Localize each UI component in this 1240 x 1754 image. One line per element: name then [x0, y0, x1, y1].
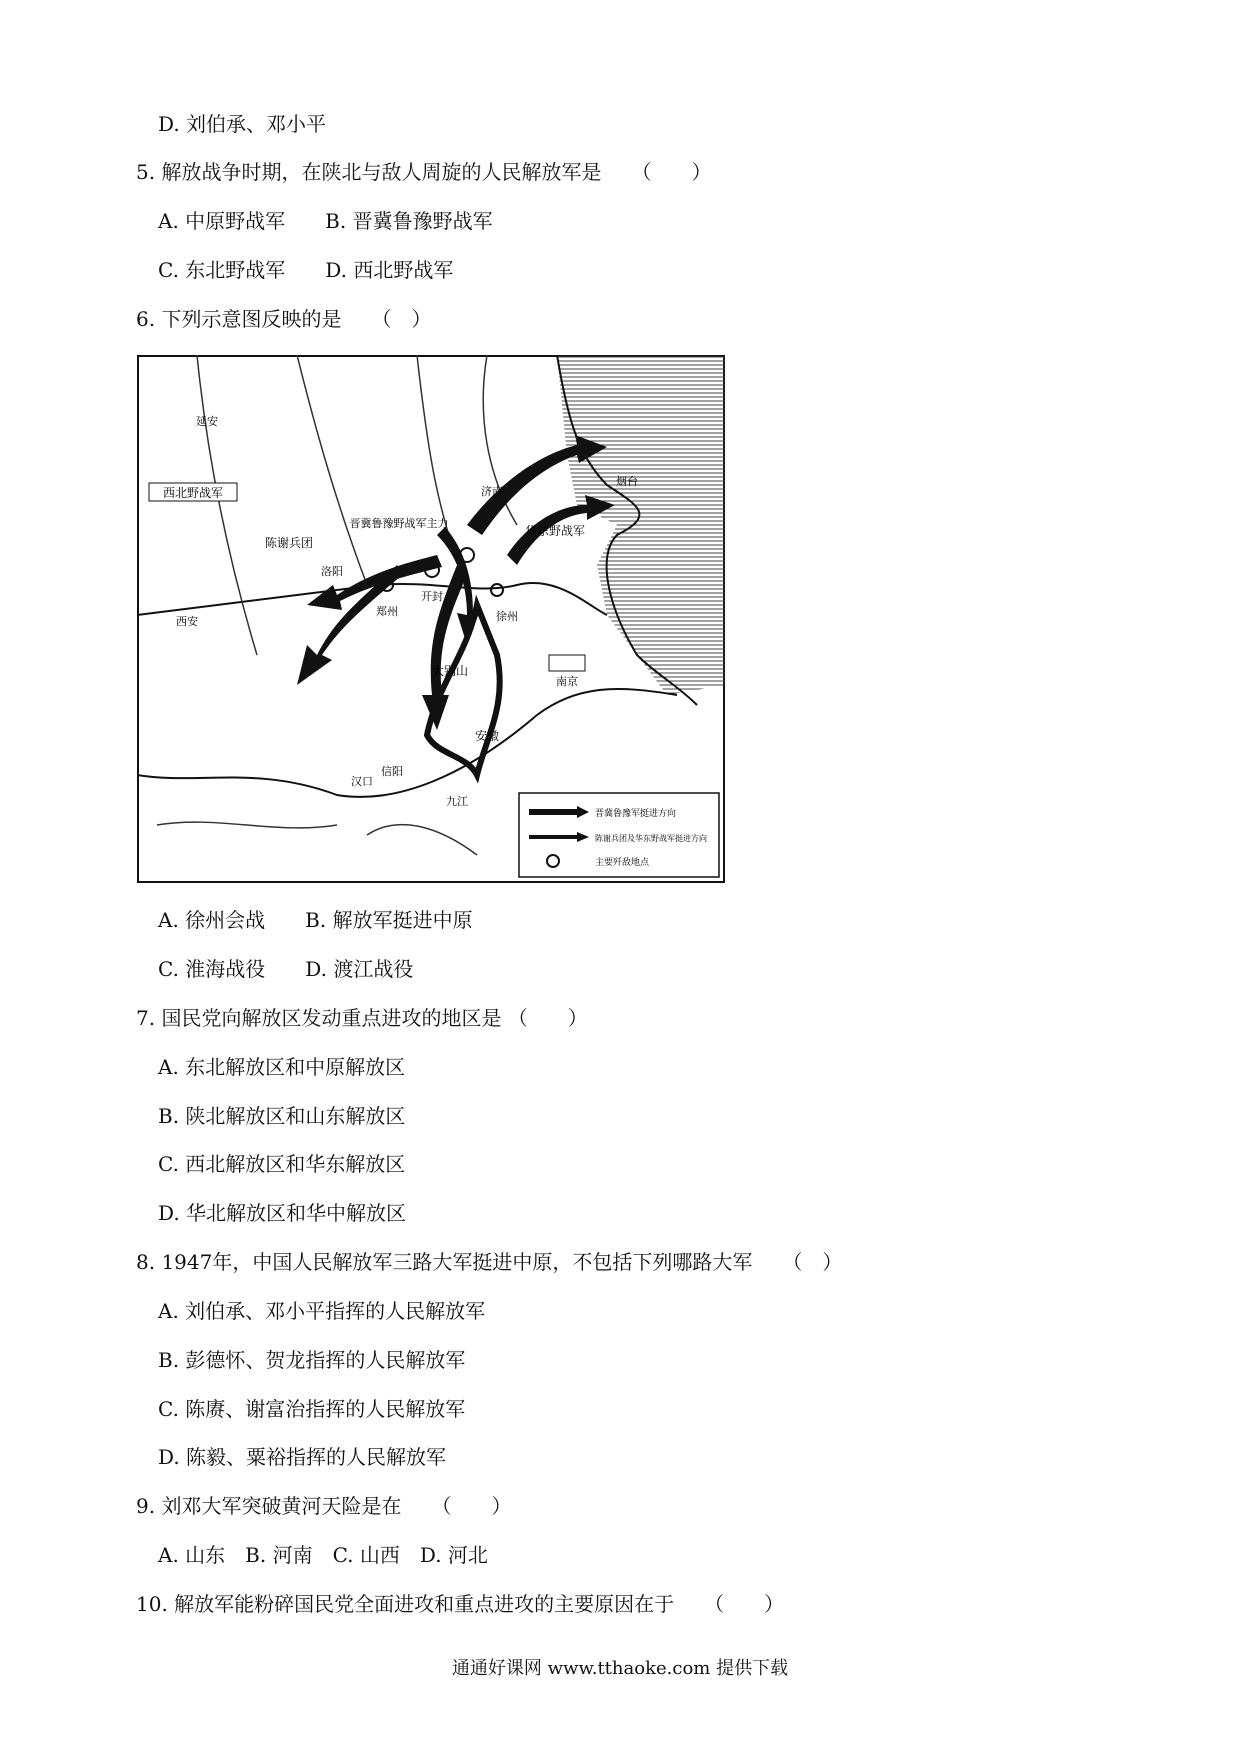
q4-option-d: D. 刘伯承、邓小平	[158, 112, 327, 136]
question-9: 9. 刘邓大军突破黄河天险是在 （ ）	[136, 1494, 512, 1518]
label-yanan: 延安	[196, 415, 218, 428]
label-zhengzhou: 郑州	[376, 605, 398, 618]
q7-option-b: B. 陕北解放区和山东解放区	[158, 1104, 406, 1128]
q7-option-d: D. 华北解放区和华中解放区	[158, 1201, 407, 1225]
q6-options-cd: C. 淮海战役 D. 渡江战役	[158, 957, 414, 981]
label-xinyang: 信阳	[381, 765, 403, 778]
label-huadong: 华东野战军	[524, 524, 586, 538]
question-6: 6. 下列示意图反映的是 （ ）	[136, 307, 432, 331]
campaign-map	[137, 355, 725, 883]
q5-options-ab: A. 中原野战军 B. 晋冀鲁豫野战军	[158, 209, 493, 233]
label-xibei: 西北野战军	[162, 486, 224, 500]
label-jiujiang: 九江	[446, 795, 468, 808]
q7-option-c: C. 西北解放区和华东解放区	[158, 1152, 406, 1176]
q9-options: A. 山东 B. 河南 C. 山西 D. 河北	[158, 1543, 488, 1567]
page-footer: 通通好课网 www.tthaoke.com 提供下载	[451, 1658, 789, 1679]
legend-item-3: 主要歼敌地点	[595, 858, 650, 868]
question-10: 10. 解放军能粉碎国民党全面进攻和重点进攻的主要原因在于 （ ）	[136, 1592, 785, 1616]
question-8: 8. 1947年，中国人民解放军三路大军挺进中原，不包括下列哪路大军 （ ）	[136, 1250, 843, 1274]
label-jinjilu: 晋冀鲁豫野战军主力	[349, 517, 449, 530]
question-7: 7. 国民党向解放区发动重点进攻的地区是 （ ）	[136, 1006, 588, 1030]
label-hankou: 汉口	[351, 775, 373, 788]
q8-option-b: B. 彭德怀、贺龙指挥的人民解放军	[158, 1348, 466, 1372]
q6-options-ab: A. 徐州会战 B. 解放军挺进中原	[158, 908, 473, 932]
question-5: 5. 解放战争时期，在陕北与敌人周旋的人民解放军是 （ ）	[136, 160, 712, 184]
q8-option-a: A. 刘伯承、邓小平指挥的人民解放军	[158, 1299, 486, 1323]
label-yantai: 烟台	[616, 475, 638, 488]
q8-option-d: D. 陈毅、粟裕指挥的人民解放军	[158, 1445, 447, 1469]
legend-item-2: 陈谢兵团及华东野战军挺进方向	[595, 834, 707, 843]
q5-options-cd: C. 东北野战军 D. 西北野战军	[158, 258, 454, 282]
label-nanjing: 南京	[556, 675, 578, 688]
label-dabieshan: 大别山	[431, 664, 469, 678]
label-anhui: 安徽	[474, 729, 500, 743]
label-xuzhou: 徐州	[496, 610, 518, 623]
label-jinan: 济南	[481, 485, 503, 498]
label-luoyang: 洛阳	[321, 565, 343, 578]
label-xian: 西安	[176, 615, 198, 628]
label-chenxie: 陈谢兵团	[264, 536, 314, 550]
label-kaifeng: 开封	[421, 590, 443, 603]
q8-option-c: C. 陈赓、谢富治指挥的人民解放军	[158, 1397, 466, 1421]
map-legend	[519, 793, 719, 877]
q7-option-a: A. 东北解放区和中原解放区	[158, 1055, 406, 1079]
legend-item-1: 晋冀鲁豫军挺进方向	[595, 809, 677, 819]
